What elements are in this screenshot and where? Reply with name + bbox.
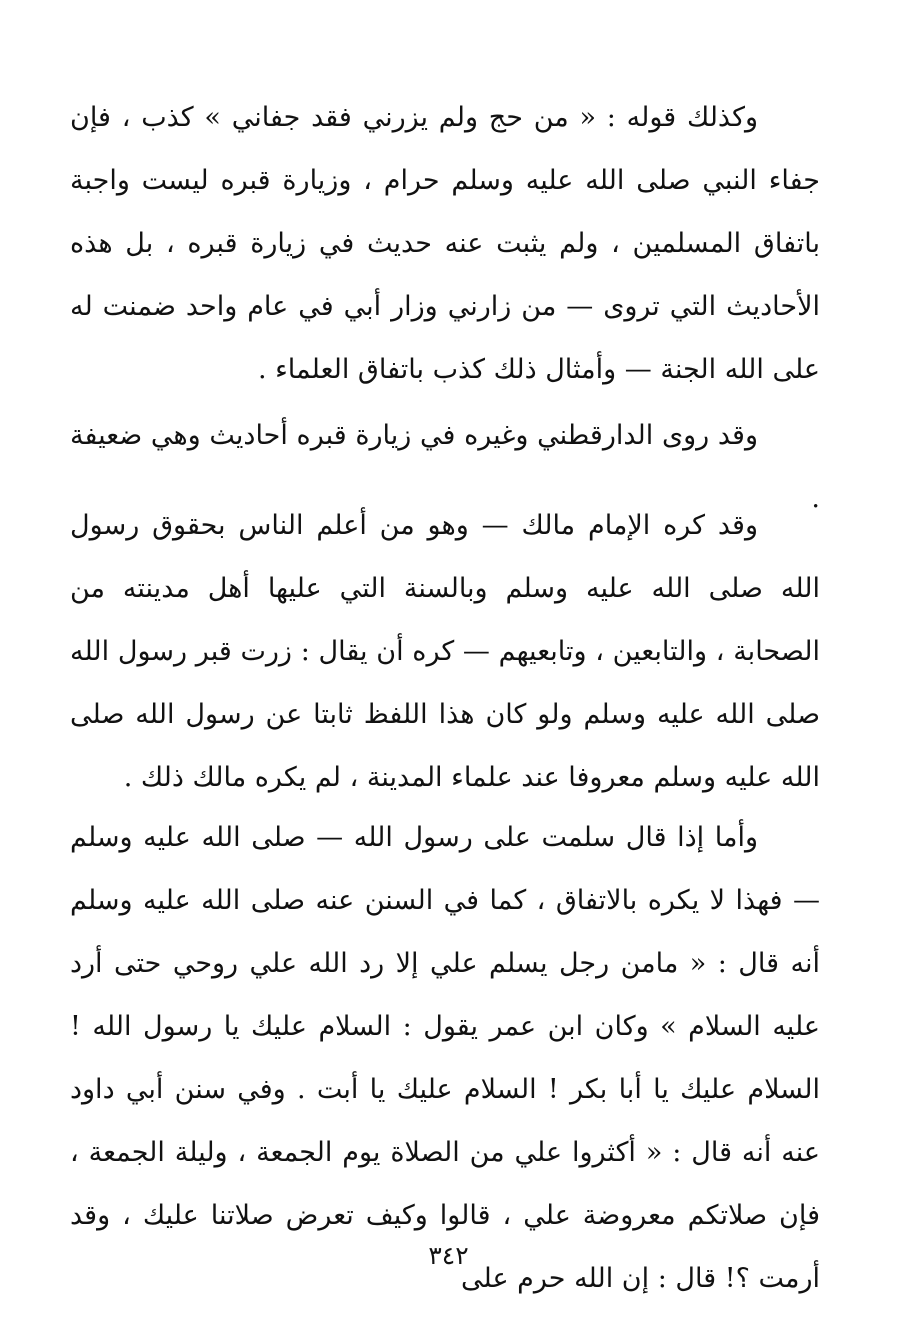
- paragraph-1: وكذلك قوله : « من حج ولم يزرني فقد جفاني » كذب ، فإن جفاء النبي صلى الله عليه وسلم حرام ، وزيارة قبره ليست واجبة باتفاق المسلمين ، ولم يثبت عنه حديث في زيارة قبره ، بل هذه الأحاديث التي تروى — من زارني وزار أبي في عام واحد ضمنت له على الله الجنة — وأمثال ذلك كذب باتفاق العلماء .: [70, 102, 820, 385]
- page-number: ٣٤٢: [428, 1241, 469, 1270]
- paragraph-2: وقد روى الدارقطني وغيره في زيارة قبره أحاديث وهي ضعيفة .: [70, 420, 820, 514]
- paragraph-3: وقد كره الإمام مالك — وهو من أعلم الناس بحقوق رسول الله صلى الله عليه وسلم وبالسنة التي عليها أهل مدينته من الصحابة ، والتابعين ، وتابعيهم — كره أن يقال : زرت قبر رسول الله صلى الله عليه وسلم ولو كان هذا اللفظ ثابتا عن رسول الله صلى الله عليه وسلم معروفا عند علماء المدينة ، لم يكره مالك ذلك .: [70, 510, 820, 793]
- paragraph-4: وأما إذا قال سلمت على رسول الله — صلى الله عليه وسلم — فهذا لا يكره بالاتفاق ، كما في السنن عنه صلى الله عليه وسلم أنه قال : « مامن رجل يسلم علي إلا رد الله علي روحي حتى أرد عليه السلام » وكان ابن عمر يقول : السلام عليك يا رسول الله ! السلام عليك يا أبا بكر ! السلام عليك يا أبت . وفي سنن أبي داود عنه أنه قال : « أكثروا علي من الصلاة يوم الجمعة ، وليلة الجمعة ، فإن صلاتكم معروضة علي ، قالوا وكيف تعرض صلاتنا عليك ، وقد أرمت ؟! قال : إن الله حرم على: [70, 822, 820, 1294]
